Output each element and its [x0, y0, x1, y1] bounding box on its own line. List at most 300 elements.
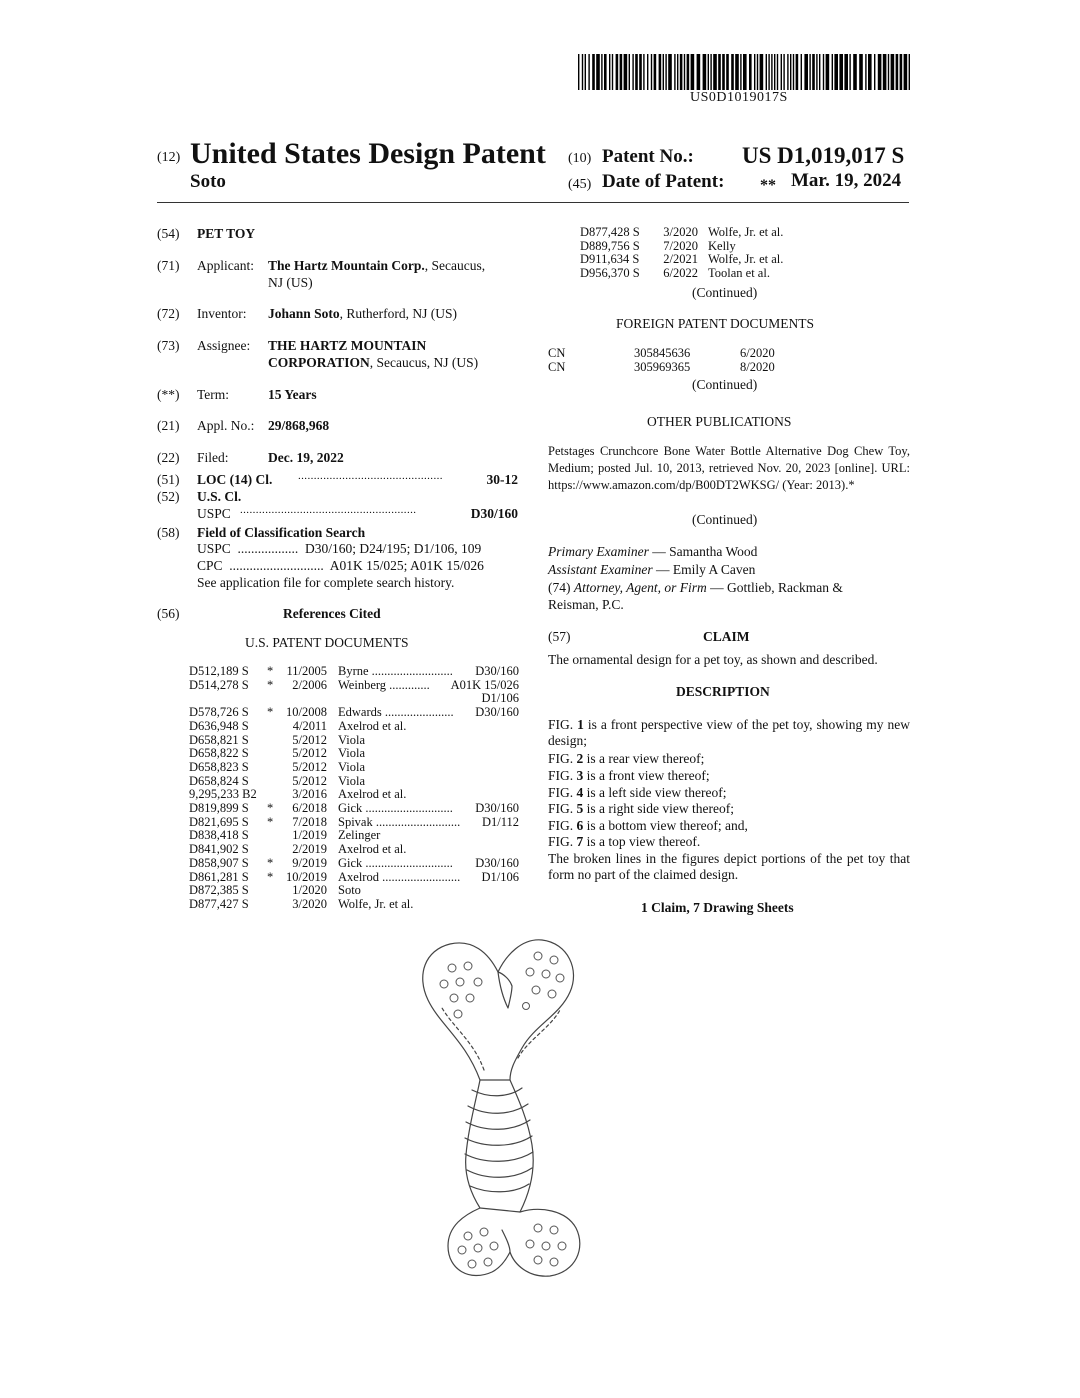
reference-name: Wolfe, Jr. et al. — [708, 252, 784, 267]
reference-number: D838,418 S — [189, 828, 249, 843]
barcode-bar — [771, 54, 772, 90]
code-74: (74) — [548, 580, 571, 595]
appl-no-label: Appl. No.: — [197, 418, 255, 433]
fig-text: is a top view thereof. — [583, 834, 701, 849]
barcode-bar — [691, 54, 695, 90]
document-number: 305845636 — [634, 346, 691, 360]
fig-text: is a left side view thereof; — [583, 785, 727, 800]
barcode-bar — [632, 54, 633, 90]
reference-date: 3/2016 — [292, 787, 327, 802]
other-pub-text: Petstages Crunchcore Bone Water Bottle Alternative Dog Chew Toy, Medium; posted Jul. 10, 2013, retrieved Nov. 20, 2023 [online]. URL: https://www.amazon.com/dp/B00DT2WKSG/ (Year: 2013).* — [548, 444, 910, 492]
barcode-bar — [839, 54, 843, 90]
fig-text: is a rear view thereof; — [583, 751, 705, 766]
continued-2: (Continued) — [692, 377, 758, 392]
reference-row — [189, 692, 519, 706]
barcode-bar — [766, 54, 767, 90]
fig-number: 2 — [576, 751, 584, 766]
barcode-bar — [731, 54, 734, 90]
reference-class: D30/160 — [475, 664, 519, 678]
loc-dots: .............................................. — [298, 470, 443, 482]
foreign-reference-row — [548, 360, 848, 374]
code-56: (56) — [157, 606, 180, 621]
code-71: (71) — [157, 258, 180, 273]
reference-number: 9,295,233 B2 — [189, 787, 257, 802]
barcode-bar — [783, 54, 784, 90]
barcode-bar — [596, 54, 600, 90]
barcode-bar — [620, 54, 623, 90]
primary-examiner-label: Primary Examiner — [548, 544, 649, 559]
reference-class: D30/160 — [475, 855, 519, 870]
reference-row — [580, 267, 840, 281]
country-code: CN — [548, 346, 566, 360]
fig-number: 1 — [577, 717, 584, 732]
fig-5-description — [548, 801, 910, 817]
barcode-bar — [878, 54, 882, 90]
barcode-bar — [609, 54, 610, 90]
reference-name: Edwards ...................... — [338, 705, 454, 720]
barcode — [578, 54, 911, 90]
patent-number: US D1,019,017 S — [742, 143, 905, 168]
reference-class: D1/106 — [481, 691, 519, 706]
reference-class: A01K 15/026 — [450, 677, 519, 692]
reference-date: 5/2012 — [292, 746, 327, 761]
reference-row — [189, 843, 519, 857]
reference-name: Gick ............................ — [338, 855, 453, 870]
reference-row — [189, 802, 519, 816]
barcode-bar — [718, 54, 721, 90]
barcode-bar — [604, 54, 607, 90]
inventor-name: Johann Soto — [268, 306, 340, 321]
reference-date: 3/2020 — [663, 225, 698, 239]
assistant-examiner-label: Assistant Examiner — [548, 562, 653, 577]
reference-number: D658,821 S — [189, 732, 249, 747]
appl-no-value: 29/868,968 — [268, 418, 330, 433]
grip-ring-5 — [465, 1152, 533, 1161]
barcode-bar — [687, 54, 690, 90]
reference-star: * — [267, 677, 274, 692]
barcode-bar — [697, 54, 701, 90]
barcode-bar — [757, 54, 758, 90]
barcode-bar — [708, 54, 709, 90]
patent-no-label: Patent No.: — [602, 146, 694, 167]
reference-date: 2/2019 — [292, 842, 327, 857]
barcode-bar — [774, 54, 775, 90]
reference-date: 11/2005 — [286, 664, 327, 678]
barcode-bar — [654, 54, 657, 90]
reference-date: 6/2018 — [292, 801, 327, 815]
attorney — [548, 580, 843, 596]
code-57: (57) — [548, 629, 571, 644]
continued-3: (Continued) — [692, 512, 758, 527]
reference-name: Gick ............................ — [338, 801, 453, 815]
barcode-bar — [781, 54, 782, 90]
reference-number: D819,899 S — [189, 801, 249, 815]
barcode-bar — [891, 54, 895, 90]
reference-date: 6/2022 — [663, 266, 698, 281]
term-value: 15 Years — [268, 387, 317, 402]
document-date: 8/2020 — [740, 360, 775, 374]
barcode-bar — [703, 54, 707, 90]
us-cl-label: U.S. Cl. — [197, 489, 242, 504]
reference-name: Weinberg ............. — [338, 677, 430, 692]
reference-row — [580, 253, 840, 267]
top-lobes — [423, 940, 574, 1080]
applicant-line2: NJ (US) — [268, 275, 313, 290]
reference-name: Viola — [338, 732, 366, 747]
code-22: (22) — [157, 450, 180, 465]
barcode-bar — [635, 54, 638, 90]
reference-star: * — [267, 801, 274, 815]
barcode-bar — [665, 54, 666, 90]
reference-date: 3/2020 — [292, 896, 327, 911]
fig-text: is a front perspective view of the pet toy, showing my new design; — [548, 717, 910, 749]
applicant-location: , Secaucus, — [424, 258, 486, 273]
reference-name: Axelrod et al. — [338, 787, 407, 802]
barcode-bar — [849, 54, 850, 90]
barcode-bar — [793, 54, 794, 90]
fig-7-description — [548, 834, 910, 850]
code-51: (51) — [157, 472, 180, 487]
date-stars: ** — [760, 177, 776, 194]
reference-date: 4/2011 — [292, 718, 327, 733]
grip-ring-3 — [466, 1120, 530, 1129]
barcode-bar — [592, 54, 595, 90]
assignee-label: Assignee: — [197, 338, 251, 353]
claim-title: CLAIM — [703, 629, 750, 644]
fig-number: 5 — [576, 801, 584, 816]
reference-name: Soto — [338, 883, 361, 898]
uspc-value: D30/160 — [470, 506, 518, 521]
barcode-bar — [735, 54, 739, 90]
applicant-name: The Hartz Mountain Corp. — [268, 258, 425, 273]
grip-ring-4 — [465, 1136, 532, 1145]
reference-name: Toolan et al. — [708, 266, 770, 281]
reference-row — [189, 734, 519, 748]
reference-row — [189, 857, 519, 871]
barcode-bar — [896, 54, 899, 90]
reference-star: * — [267, 814, 274, 829]
loc-label: LOC (14) Cl. — [197, 472, 273, 487]
reference-number: D956,370 S — [580, 266, 640, 281]
inventor-value — [268, 306, 457, 322]
uspc-label: USPC — [197, 506, 231, 521]
barcode-bar — [674, 54, 675, 90]
top-center-notch — [498, 972, 512, 1008]
barcode-bar — [585, 54, 586, 90]
barcode-bar — [668, 54, 672, 90]
grip-ring-2 — [468, 1104, 528, 1113]
barcode-bar — [804, 54, 808, 90]
attorney-label: Attorney, Agent, or Firm — [573, 580, 707, 595]
assignee-location: , Secaucus, NJ (US) — [369, 355, 479, 370]
barcode-bar — [819, 54, 820, 90]
barcode-bar — [601, 54, 602, 90]
barcode-bar — [853, 54, 857, 90]
reference-date: 1/2020 — [292, 883, 327, 898]
field-search-label: Field of Classification Search — [197, 525, 366, 540]
barcode-bar — [883, 54, 887, 90]
foreign-docs-title: FOREIGN PATENT DOCUMENTS — [616, 316, 815, 331]
barcode-bar — [659, 54, 662, 90]
broken-lines-note: The broken lines in the figures depict portions of the pet toy that form no part of the claimed design. — [548, 851, 910, 883]
term-label: Term: — [197, 387, 230, 402]
barcode-number: US0D1019017S — [690, 90, 788, 105]
claims-sheets-summary: 1 Claim, 7 Drawing Sheets — [641, 900, 794, 915]
field-search-cpc: CPC ............................ A01K 15/025; A01K 15/026 — [197, 558, 484, 573]
field-search-uspc: USPC .................. D30/160; D24/195; D1/106, 109 — [197, 541, 482, 556]
reference-number: D512,189 S — [189, 664, 249, 678]
attorney-name: — Gottlieb, Rackman & — [706, 580, 843, 595]
barcode-bar — [868, 54, 872, 90]
barcode-bar — [900, 54, 903, 90]
barcode-bar — [809, 54, 810, 90]
reference-row — [189, 761, 519, 775]
barcode-bar — [743, 54, 747, 90]
reference-date: 5/2012 — [292, 759, 327, 774]
reference-row — [189, 898, 519, 912]
reference-row — [189, 871, 519, 885]
barcode-bar — [629, 54, 630, 90]
assignee-name-end: CORPORATION — [268, 355, 370, 370]
reference-star: * — [267, 869, 274, 884]
patent-date: Mar. 19, 2024 — [791, 170, 902, 191]
barcode-bar — [663, 54, 664, 90]
reference-date: 7/2020 — [663, 238, 698, 253]
barcode-bar — [588, 54, 589, 90]
fig-number: 7 — [576, 834, 584, 849]
grip-ring-7 — [470, 1184, 529, 1192]
assistant-examiner — [548, 562, 755, 578]
reference-class: D1/106 — [481, 869, 519, 884]
reference-row — [189, 665, 519, 679]
code-58: (58) — [157, 525, 180, 540]
reference-number: D877,428 S — [580, 225, 640, 239]
barcode-bar — [582, 54, 583, 90]
barcode-bar — [801, 54, 802, 90]
primary-examiner-name: — Samantha Wood — [648, 544, 758, 559]
reference-row — [189, 829, 519, 843]
barcode-bar — [865, 54, 866, 90]
reference-date: 5/2012 — [292, 773, 327, 788]
attorney-line2: Reisman, P.C. — [548, 597, 624, 612]
barcode-bar — [812, 54, 815, 90]
reference-star: * — [267, 855, 274, 870]
fig-prefix: FIG. — [548, 751, 577, 766]
reference-date: 10/2019 — [286, 869, 327, 884]
barcode-bar — [578, 54, 579, 90]
document-date: 6/2020 — [740, 346, 775, 360]
fig-text: is a front view thereof; — [583, 768, 710, 783]
barcode-bar — [677, 54, 678, 90]
fig-text: is a right side view thereof; — [583, 801, 734, 816]
reference-name: Kelly — [708, 238, 736, 253]
fig-number: 4 — [576, 785, 584, 800]
document-number: 305969365 — [634, 360, 691, 374]
barcode-bar — [823, 54, 824, 90]
reference-number: D889,756 S — [580, 238, 640, 253]
barcode-bar — [874, 54, 875, 90]
assignee-line2 — [268, 355, 478, 371]
reference-class: D30/160 — [475, 705, 519, 720]
barcode-bar — [740, 54, 741, 90]
barcode-bar — [680, 54, 683, 90]
fig-number: 6 — [576, 818, 584, 833]
barcode-bar — [726, 54, 729, 90]
header-rule — [157, 202, 909, 203]
reference-date: 7/2018 — [292, 814, 327, 829]
reference-number: D821,695 S — [189, 814, 249, 829]
barcode-bar — [722, 54, 725, 90]
code-12: (12) — [157, 150, 181, 165]
reference-number: D861,281 S — [189, 869, 249, 884]
reference-number: D658,823 S — [189, 759, 249, 774]
barcode-bar — [616, 54, 619, 90]
filed-label: Filed: — [197, 450, 229, 465]
barcode-bar — [612, 54, 613, 90]
barcode-bar — [710, 54, 711, 90]
fig-prefix: FIG. — [548, 768, 577, 783]
reference-number: D911,634 S — [580, 252, 640, 267]
reference-row — [189, 747, 519, 761]
reference-row — [189, 720, 519, 734]
code-72: (72) — [157, 306, 180, 321]
barcode-bar — [834, 54, 838, 90]
barcode-bar — [796, 54, 799, 90]
reference-date: 2/2021 — [663, 252, 698, 267]
bottom-center-notch — [502, 1230, 510, 1252]
barcode-bar — [826, 54, 830, 90]
reference-star: * — [267, 664, 274, 678]
code-54: (54) — [157, 226, 180, 241]
references-cited-label: References Cited — [283, 606, 381, 621]
other-pubs-title: OTHER PUBLICATIONS — [647, 414, 792, 429]
code-73: (73) — [157, 338, 180, 353]
reference-class: D1/112 — [481, 814, 519, 829]
inventor-label: Inventor: — [197, 306, 247, 321]
patent-type-title: United States Design Patent — [190, 137, 546, 170]
reference-number: D841,902 S — [189, 842, 249, 857]
reference-name: Wolfe, Jr. et al. — [708, 225, 784, 239]
fig-text: is a bottom view thereof; and, — [583, 818, 748, 833]
us-patent-docs-label: U.S. PATENT DOCUMENTS — [245, 635, 409, 650]
reference-name: Viola — [338, 773, 366, 788]
grip-ring-6 — [467, 1168, 532, 1177]
code-term: (**) — [157, 387, 180, 402]
reference-name: Viola — [338, 759, 366, 774]
fig-number: 3 — [576, 768, 584, 783]
reference-class: D30/160 — [475, 801, 519, 815]
reference-row — [189, 706, 519, 720]
reference-name: Spivak ........................... — [338, 814, 461, 829]
barcode-bar — [888, 54, 889, 90]
code-45: (45) — [568, 177, 592, 192]
claim-text: The ornamental design for a pet toy, as shown and described. — [548, 652, 878, 667]
reference-row — [189, 775, 519, 789]
fig-prefix: FIG. — [548, 818, 577, 833]
barcode-bar — [787, 54, 788, 90]
pet-toy-drawing — [410, 930, 610, 1290]
reference-row — [189, 679, 519, 693]
description-title: DESCRIPTION — [676, 684, 770, 699]
reference-number: D872,385 S — [189, 883, 249, 898]
loc-value: 30-12 — [486, 472, 518, 487]
barcode-bar — [624, 54, 628, 90]
reference-name: Viola — [338, 746, 366, 761]
reference-number: D658,824 S — [189, 773, 249, 788]
reference-number: D578,726 S — [189, 705, 249, 720]
applicant-label: Applicant: — [197, 258, 254, 273]
inventor-location: , Rutherford, NJ (US) — [339, 306, 458, 321]
barcode-bar — [754, 54, 755, 90]
country-code: CN — [548, 360, 566, 374]
reference-row — [189, 816, 519, 830]
fig-prefix: FIG. — [548, 834, 577, 849]
fig-prefix: FIG. — [548, 785, 577, 800]
reference-name: Axelrod et al. — [338, 842, 407, 857]
inventor-short: Soto — [190, 171, 226, 192]
applicant-value — [268, 258, 485, 274]
continued-1: (Continued) — [692, 285, 758, 300]
barcode-bar — [859, 54, 863, 90]
reference-number: D877,427 S — [189, 896, 249, 911]
foreign-reference-row — [548, 346, 848, 360]
barcode-bar — [684, 54, 685, 90]
reference-row — [580, 240, 840, 254]
barcode-bar — [790, 54, 791, 90]
reference-name: Zelinger — [338, 828, 381, 843]
code-52: (52) — [157, 489, 180, 504]
barcode-bar — [832, 54, 833, 90]
barcode-bar — [844, 54, 848, 90]
field-search-note: See application file for complete search history. — [197, 575, 455, 590]
barcode-bar — [904, 54, 908, 90]
reference-row — [580, 226, 840, 240]
reference-date: 5/2012 — [292, 732, 327, 747]
filed-value: Dec. 19, 2022 — [268, 450, 344, 465]
fig-prefix: FIG. — [548, 801, 577, 816]
reference-number: D658,822 S — [189, 746, 249, 761]
reference-name: Axelrod ......................... — [338, 869, 461, 884]
reference-date: 9/2019 — [292, 855, 327, 870]
reference-row — [189, 884, 519, 898]
fig-4-description — [548, 785, 910, 801]
code-10: (10) — [568, 151, 592, 166]
barcode-bar — [816, 54, 817, 90]
reference-number: D636,948 S — [189, 718, 249, 733]
date-label: Date of Patent: — [602, 171, 725, 192]
reference-date: 1/2019 — [292, 828, 327, 843]
reference-date: 2/2006 — [292, 677, 327, 692]
reference-row — [189, 788, 519, 802]
barcode-bar — [651, 54, 652, 90]
reference-number: D514,278 S — [189, 677, 249, 692]
title-value: PET TOY — [197, 226, 256, 241]
reference-date: 10/2008 — [286, 705, 327, 720]
fig-2-description — [548, 751, 910, 767]
reference-number: D858,907 S — [189, 855, 249, 870]
barcode-bar — [713, 54, 717, 90]
barcode-bar — [749, 54, 752, 90]
barcode-bar — [909, 54, 910, 90]
reference-name: Axelrod et al. — [338, 718, 407, 733]
barcode-bar — [768, 54, 769, 90]
barcode-bar — [639, 54, 642, 90]
barcode-bar — [647, 54, 648, 90]
reference-name: Byrne .......................... — [338, 664, 453, 678]
reference-name: Wolfe, Jr. et al. — [338, 896, 414, 911]
uspc-dots: ........................................................ — [240, 504, 417, 516]
primary-examiner — [548, 544, 757, 560]
